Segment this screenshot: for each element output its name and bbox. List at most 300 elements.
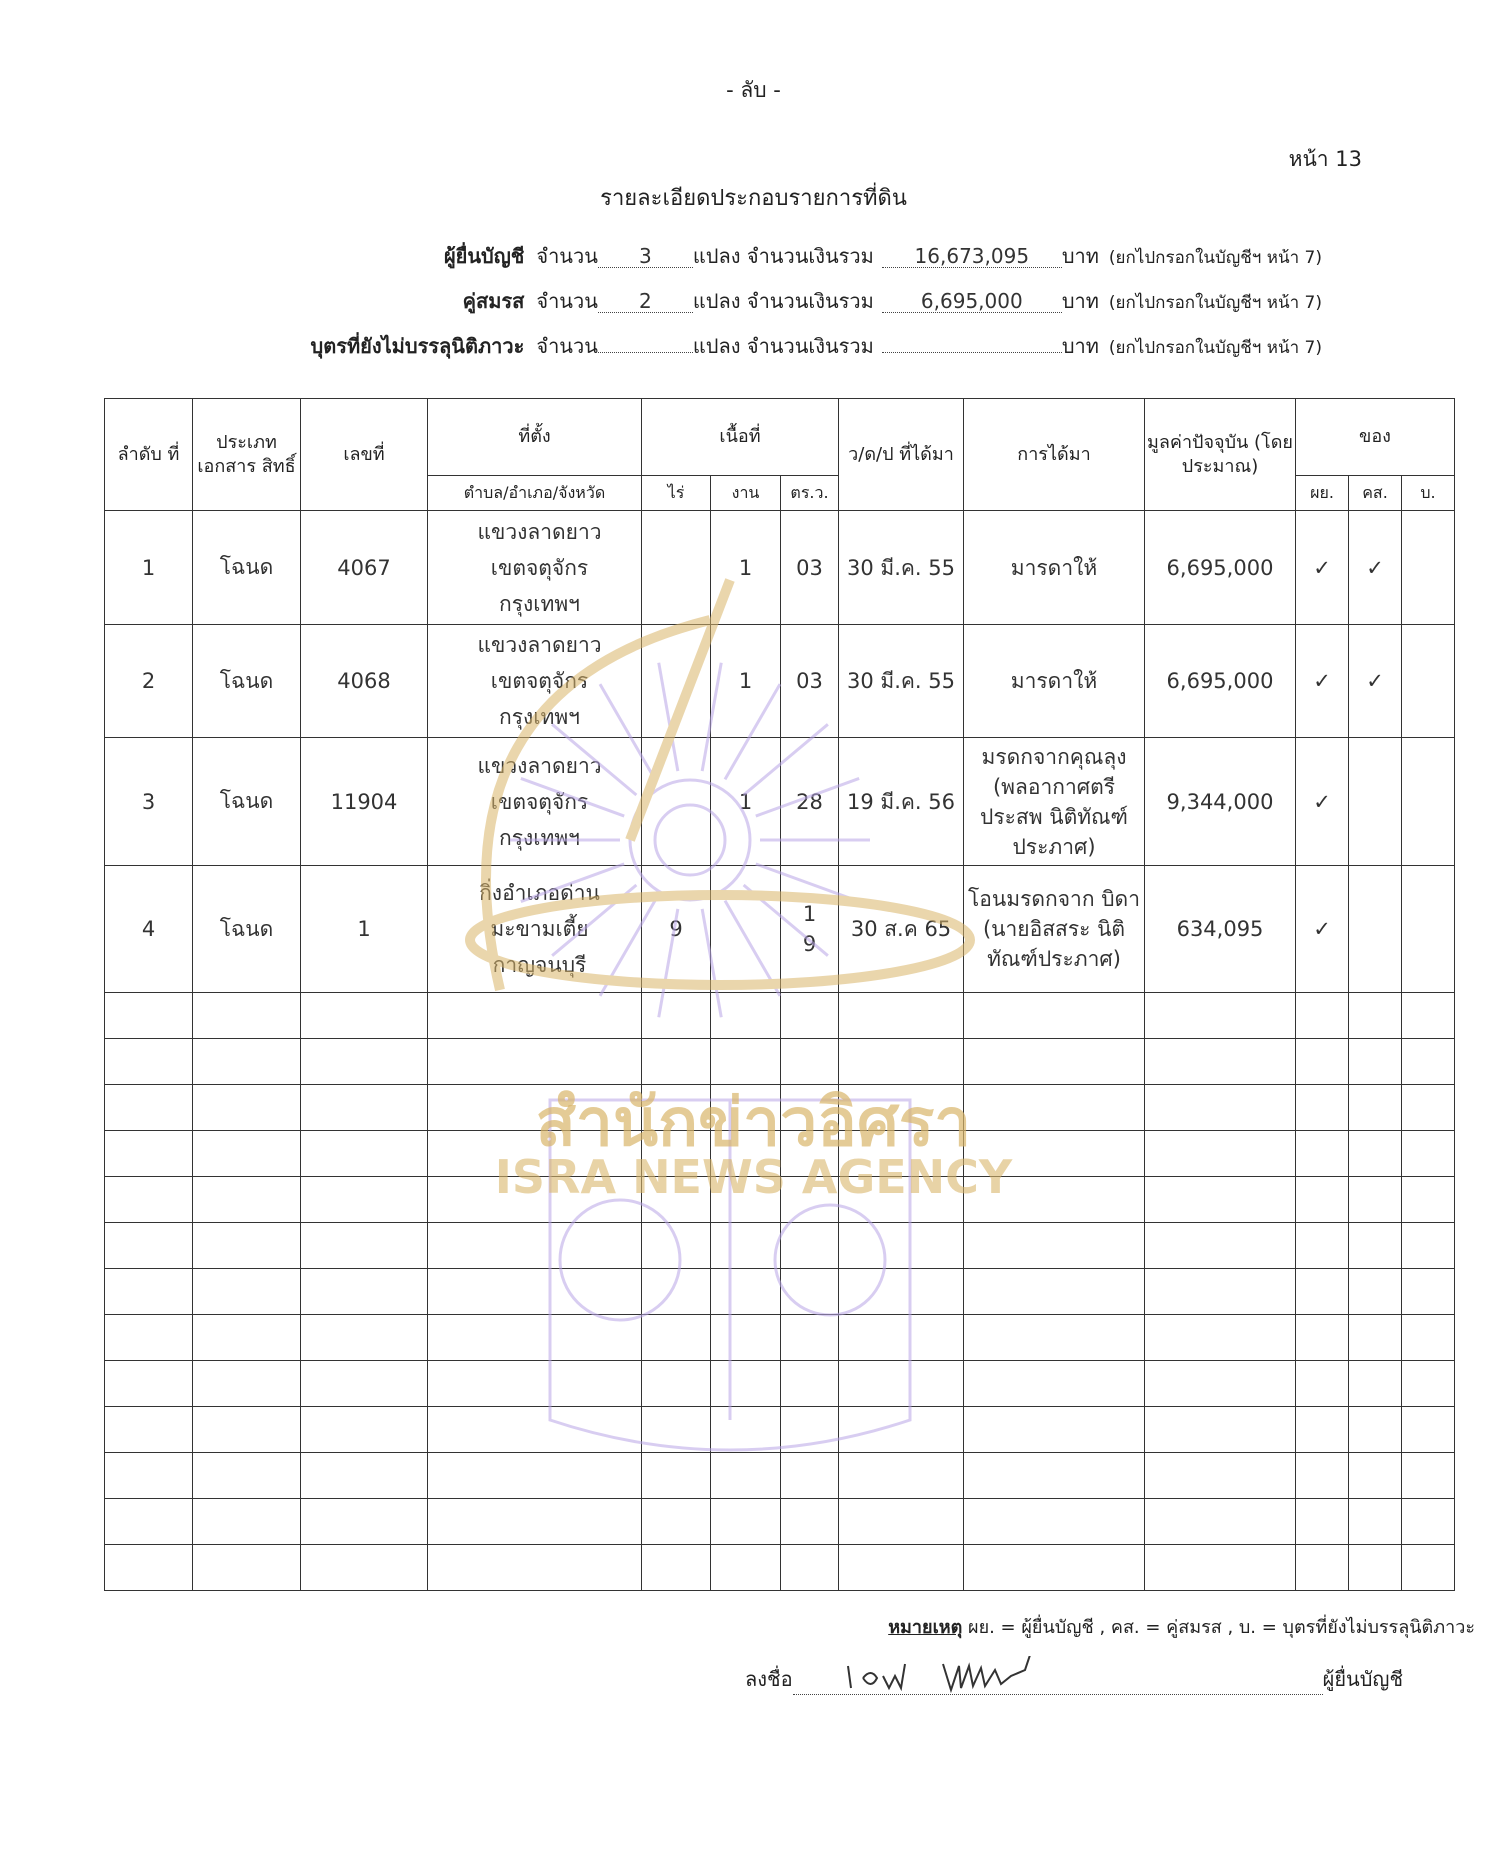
header-rai: ไร่ [642,476,711,511]
empty-cell [105,1361,193,1407]
empty-cell [642,1177,711,1223]
cell-owner-spouse: ✓ [1349,625,1402,738]
cell-doc-type: โฉนด [193,625,301,738]
empty-cell [301,1361,428,1407]
empty-cell [781,1315,839,1361]
summary-label: ผู้ยื่นบัญชี [443,244,525,268]
empty-row [105,993,1455,1039]
empty-row [105,1453,1455,1499]
empty-cell [105,1039,193,1085]
summary-line [311,330,1322,362]
location-line: กรุงเทพฯ [499,705,580,729]
empty-cell [642,1223,711,1269]
empty-cell [428,1407,642,1453]
count-label: จำนวน [536,334,598,358]
empty-cell [1349,1177,1402,1223]
empty-cell [301,1177,428,1223]
empty-cell [1296,1315,1349,1361]
empty-cell [964,1545,1145,1591]
cell-location [428,511,642,625]
empty-cell [839,1039,964,1085]
signer-role: ผู้ยื่นบัญชี [1322,1667,1404,1691]
empty-row [105,1315,1455,1361]
empty-cell [301,1085,428,1131]
empty-cell [428,1177,642,1223]
empty-cell [1145,1039,1296,1085]
legend-title: หมายเหตุ [888,1617,963,1638]
cell-acquisition: โอนมรดกจาก บิดา (นายอิสสระ นิติทัณฑ์ประภาศ) [964,866,1145,993]
empty-cell [781,1545,839,1591]
cell-doc-no: 1 [301,866,428,993]
cell-owner-filer: ✓ [1296,625,1349,738]
empty-cell [193,1545,301,1591]
empty-cell [964,1315,1145,1361]
empty-cell [964,1085,1145,1131]
cell-no: 1 [105,511,193,625]
empty-cell [1349,1453,1402,1499]
empty-row [105,1499,1455,1545]
empty-cell [839,1085,964,1131]
empty-cell [711,1499,781,1545]
empty-cell [428,1453,642,1499]
empty-cell [642,1315,711,1361]
empty-cell [1349,1315,1402,1361]
header-value: มูลค่าปัจจุบัน (โดยประมาณ) [1145,399,1296,511]
cell-location [428,738,642,866]
empty-cell [711,1453,781,1499]
empty-cell [428,1499,642,1545]
table-row [105,625,1455,738]
header-location-sub: ตำบล/อำเภอ/จังหวัด [428,476,642,511]
empty-row [105,1085,1455,1131]
empty-cell [781,1177,839,1223]
empty-cell [301,1407,428,1453]
header-doc-type: ประเภท เอกสาร สิทธิ์ [193,399,301,511]
currency-label: บาท [1061,334,1099,358]
summary-note: (ยกไปกรอกในบัญชีฯ หน้า 7) [1108,248,1322,268]
empty-cell [1296,993,1349,1039]
empty-cell [781,993,839,1039]
empty-cell [105,1269,193,1315]
empty-cell [1296,1085,1349,1131]
cell-value: 6,695,000 [1145,511,1296,625]
cell-doc-no: 11904 [301,738,428,866]
header-area: เนื้อที่ [642,399,839,476]
empty-cell [1349,1545,1402,1591]
empty-cell [1296,1361,1349,1407]
empty-cell [642,1039,711,1085]
empty-cell [193,1361,301,1407]
empty-cell [642,1545,711,1591]
cell-owner-filer: ✓ [1296,738,1349,866]
empty-row [105,1039,1455,1085]
empty-cell [105,1545,193,1591]
empty-cell [1349,1269,1402,1315]
empty-cell [428,1269,642,1315]
location-line: กาญจนบุรี [492,953,587,977]
empty-cell [839,1223,964,1269]
empty-cell [781,1269,839,1315]
amount-value: 16,673,095 [882,245,1062,268]
empty-cell [193,1269,301,1315]
empty-cell [193,1039,301,1085]
cell-location [428,625,642,738]
cell-doc-type: โฉนด [193,738,301,866]
cell-wah [781,738,839,866]
empty-cell [1296,1453,1349,1499]
empty-cell [642,993,711,1039]
wah-value: 28 [796,789,823,814]
empty-cell [105,1131,193,1177]
summary-line [463,285,1322,317]
empty-cell [964,1177,1145,1223]
location-line: แขวงลาดยาว [477,753,602,778]
empty-cell [839,1407,964,1453]
header-location: ที่ตั้ง [428,399,642,476]
empty-cell [642,1407,711,1453]
empty-cell [1145,1545,1296,1591]
watermark-english: ISRA NEWS AGENCY [494,1150,1013,1204]
empty-cell [781,1223,839,1269]
empty-cell [428,1039,642,1085]
cell-value: 9,344,000 [1145,738,1296,866]
summary-line [444,240,1322,272]
empty-cell [1402,993,1455,1039]
cell-rai: 9 [642,866,711,993]
cell-doc-no: 4067 [301,511,428,625]
summary-note: (ยกไปกรอกในบัญชีฯ หน้า 7) [1108,293,1322,313]
empty-cell [428,1131,642,1177]
empty-cell [301,993,428,1039]
location-line: แขวงลาดยาว [477,519,602,544]
cell-owner-spouse: ✓ [1349,511,1402,625]
currency-label: บาท [1061,244,1099,268]
empty-cell [105,1223,193,1269]
location-line: เขตจตุจักร [490,669,589,693]
empty-cell [1402,1407,1455,1453]
empty-cell [839,1269,964,1315]
location-line: กรุงเทพฯ [499,591,580,616]
empty-cell [428,1223,642,1269]
empty-cell [711,1039,781,1085]
empty-cell [193,1453,301,1499]
empty-cell [105,1315,193,1361]
empty-cell [839,1361,964,1407]
empty-cell [839,1453,964,1499]
count-label: จำนวน [536,244,598,268]
empty-cell [1349,1499,1402,1545]
empty-cell [781,1499,839,1545]
header-doc-no: เลขที่ [301,399,428,511]
cell-rai [642,511,711,625]
cell-acquisition: มรดกจากคุณลุง (พลอากาศตรี ประสพ นิติทัณฑ์ประภาศ) [964,738,1145,866]
location-line: กรุงเทพฯ [499,825,580,850]
empty-cell [301,1315,428,1361]
empty-cell [642,1499,711,1545]
signature-field [793,1660,1323,1695]
empty-row [105,1361,1455,1407]
amount-value [882,352,1062,353]
empty-cell [1145,993,1296,1039]
empty-cell [301,1499,428,1545]
empty-cell [964,1131,1145,1177]
empty-cell [1145,1131,1296,1177]
empty-cell [1349,1407,1402,1453]
table-row [105,511,1455,625]
empty-cell [1296,1039,1349,1085]
empty-cell [781,1131,839,1177]
cell-wah [781,625,839,738]
cell-date: 30 มี.ค. 55 [839,511,964,625]
empty-cell [1349,993,1402,1039]
empty-cell [781,1407,839,1453]
cell-doc-no: 4068 [301,625,428,738]
empty-cell [1349,1085,1402,1131]
empty-cell [964,1039,1145,1085]
empty-cell [839,1177,964,1223]
empty-cell [711,1131,781,1177]
cell-rai [642,738,711,866]
empty-cell [1402,1085,1455,1131]
sign-label: ลงชื่อ [745,1667,793,1691]
header-owner-filer: ผย. [1296,476,1349,511]
handwritten-signature [843,1656,1143,1696]
empty-cell [428,1085,642,1131]
legend-text: ผย. = ผู้ยื่นบัญชี , คส. = คู่สมรส , บ. = บุตรที่ยังไม่บรรลุนิติภาวะ [968,1617,1475,1638]
empty-cell [964,1499,1145,1545]
wah-value: 1 9 [802,902,817,956]
signature-line [745,1660,1403,1695]
empty-cell [193,1407,301,1453]
empty-cell [711,993,781,1039]
header-owner-spouse: คส. [1349,476,1402,511]
empty-cell [193,1177,301,1223]
cell-location [428,866,642,993]
empty-cell [1349,1131,1402,1177]
cell-ngan: 1 [711,625,781,738]
empty-cell [1296,1407,1349,1453]
cell-owner-spouse [1349,866,1402,993]
empty-cell [711,1085,781,1131]
empty-cell [711,1269,781,1315]
cell-acquisition: มารดาให้ [964,511,1145,625]
empty-cell [781,1085,839,1131]
empty-cell [839,1315,964,1361]
empty-cell [1296,1177,1349,1223]
empty-cell [1145,1085,1296,1131]
cell-rai [642,625,711,738]
unit-label: แปลง จำนวนเงินรวม [692,244,874,268]
cell-owner-child [1402,866,1455,993]
unit-label: แปลง จำนวนเงินรวม [692,334,874,358]
empty-cell [839,1499,964,1545]
empty-cell [1145,1177,1296,1223]
empty-cell [781,1453,839,1499]
empty-cell [1402,1499,1455,1545]
watermark-thai: สำนักข่าวอิศรา [535,1084,972,1161]
empty-cell [964,1223,1145,1269]
empty-cell [642,1453,711,1499]
location-line: แขวงลาดยาว [477,633,602,657]
empty-row [105,1131,1455,1177]
cell-wah [781,866,839,993]
header-ngan: งาน [711,476,781,511]
summary-label: บุตรที่ยังไม่บรรลุนิติภาวะ [310,334,525,358]
unit-label: แปลง จำนวนเงินรวม [692,289,874,313]
wah-value: 03 [796,669,823,693]
empty-cell [193,1085,301,1131]
cell-doc-type: โฉนด [193,511,301,625]
empty-cell [781,1039,839,1085]
count-value: 3 [598,245,693,268]
empty-cell [1145,1269,1296,1315]
empty-cell [1145,1499,1296,1545]
cell-no: 4 [105,866,193,993]
legend-note [888,1612,1475,1641]
empty-cell [1402,1131,1455,1177]
empty-cell [1349,1361,1402,1407]
empty-row [105,1407,1455,1453]
cell-no: 2 [105,625,193,738]
amount-value: 6,695,000 [882,290,1062,313]
empty-cell [428,1545,642,1591]
summary-note: (ยกไปกรอกในบัญชีฯ หน้า 7) [1108,338,1322,358]
cell-ngan: 1 [711,511,781,625]
empty-cell [105,993,193,1039]
empty-cell [642,1269,711,1315]
empty-cell [964,993,1145,1039]
empty-cell [1296,1131,1349,1177]
empty-cell [642,1085,711,1131]
empty-cell [1145,1407,1296,1453]
empty-cell [964,1407,1145,1453]
empty-cell [428,993,642,1039]
empty-cell [1402,1315,1455,1361]
empty-cell [105,1085,193,1131]
empty-cell [1402,1269,1455,1315]
cell-date: 30 ส.ค 65 [839,866,964,993]
empty-cell [642,1131,711,1177]
empty-cell [711,1315,781,1361]
location-line: เขตจตุจักร [490,789,589,814]
empty-cell [1296,1545,1349,1591]
location-line: มะขามเตี้ย [490,917,589,941]
count-value: 2 [598,290,693,313]
empty-cell [105,1453,193,1499]
empty-cell [1296,1499,1349,1545]
empty-cell [711,1545,781,1591]
cell-no: 3 [105,738,193,866]
empty-cell [1349,1223,1402,1269]
empty-row [105,1269,1455,1315]
page-number: หน้า 13 [1288,147,1362,171]
summary-label: คู่สมรส [462,289,525,313]
header-owner: ของ [1296,399,1455,476]
empty-cell [105,1407,193,1453]
cell-value: 6,695,000 [1145,625,1296,738]
empty-row [105,1223,1455,1269]
location-line: เขตจตุจักร [490,555,589,580]
cell-ngan: 1 [711,738,781,866]
empty-cell [1145,1223,1296,1269]
empty-cell [1296,1223,1349,1269]
empty-cell [193,1223,301,1269]
empty-cell [1145,1361,1296,1407]
empty-cell [301,1131,428,1177]
empty-cell [781,1361,839,1407]
header-owner-child: บ. [1402,476,1455,511]
empty-cell [1145,1315,1296,1361]
empty-cell [301,1269,428,1315]
empty-cell [1402,1361,1455,1407]
empty-cell [1349,1039,1402,1085]
empty-cell [105,1499,193,1545]
empty-cell [1402,1453,1455,1499]
empty-cell [193,993,301,1039]
empty-cell [301,1545,428,1591]
count-label: จำนวน [536,289,598,313]
header-date: ว/ด/ป ที่ได้มา [839,399,964,511]
empty-cell [1402,1545,1455,1591]
empty-cell [1402,1177,1455,1223]
header-wah: ตร.ว. [781,476,839,511]
cell-date: 30 มี.ค. 55 [839,625,964,738]
cell-owner-filer: ✓ [1296,866,1349,993]
header-no: ลำดับ ที่ [105,399,193,511]
location-line: กิ่งอำเภอด่าน [479,881,600,905]
cell-wah [781,511,839,625]
empty-cell [964,1269,1145,1315]
classification-label: - ลับ - [726,78,781,102]
empty-cell [711,1223,781,1269]
empty-cell [428,1315,642,1361]
cell-doc-type: โฉนด [193,866,301,993]
cell-value: 634,095 [1145,866,1296,993]
empty-row [105,1545,1455,1591]
count-value [598,352,693,353]
empty-cell [193,1315,301,1361]
empty-cell [1402,1039,1455,1085]
empty-row [105,1177,1455,1223]
cell-owner-filer: ✓ [1296,511,1349,625]
empty-cell [711,1177,781,1223]
cell-owner-child [1402,511,1455,625]
cell-acquisition: มารดาให้ [964,625,1145,738]
cell-owner-child [1402,738,1455,866]
cell-ngan [711,866,781,993]
empty-cell [711,1407,781,1453]
empty-cell [301,1223,428,1269]
currency-label: บาท [1061,289,1099,313]
empty-cell [193,1499,301,1545]
empty-cell [642,1361,711,1407]
header-acquisition: การได้มา [964,399,1145,511]
page-title: รายละเอียดประกอบรายการที่ดิน [600,186,907,211]
empty-cell [1402,1223,1455,1269]
table-row [105,738,1455,866]
empty-cell [1145,1453,1296,1499]
empty-cell [193,1131,301,1177]
cell-owner-spouse [1349,738,1402,866]
empty-cell [1296,1269,1349,1315]
empty-cell [839,1545,964,1591]
cell-owner-child [1402,625,1455,738]
empty-cell [964,1361,1145,1407]
cell-date: 19 มี.ค. 56 [839,738,964,866]
empty-cell [839,1131,964,1177]
table-row [105,866,1455,993]
empty-cell [105,1177,193,1223]
